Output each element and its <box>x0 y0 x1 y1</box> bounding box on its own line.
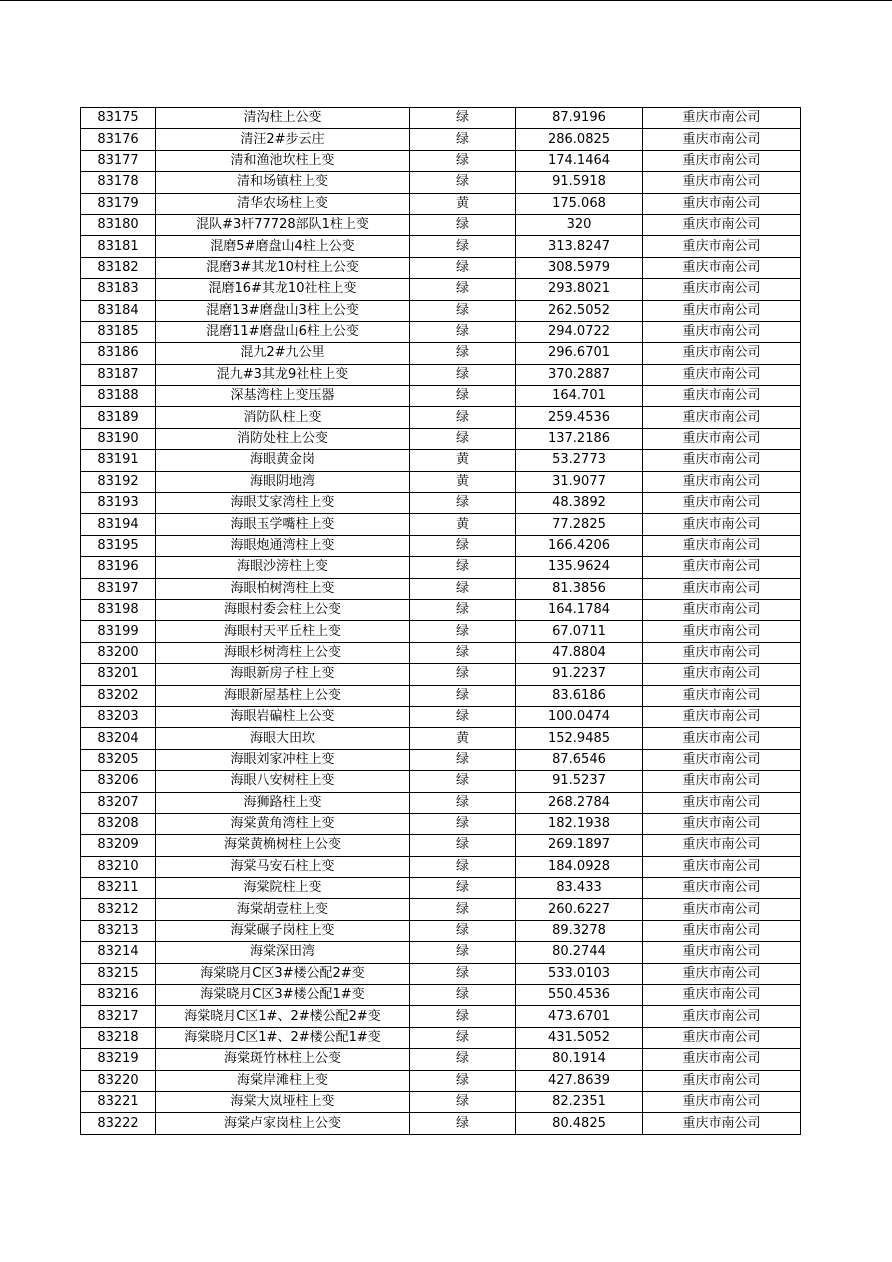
table-row <box>81 407 801 428</box>
transformer-name-cell: 海眼玉学嘴柱上变 <box>156 514 410 535</box>
value-cell: 164.701 <box>516 386 643 407</box>
company-cell: 重庆市南公司 <box>643 407 801 428</box>
status-level-cell: 绿 <box>410 985 516 1006</box>
status-level-cell: 绿 <box>410 150 516 171</box>
row-id-cell: 83219 <box>81 1049 156 1070</box>
row-id-cell: 83188 <box>81 386 156 407</box>
status-level-cell: 绿 <box>410 749 516 770</box>
value-cell: 259.4536 <box>516 407 643 428</box>
company-cell: 重庆市南公司 <box>643 343 801 364</box>
table-row <box>81 706 801 727</box>
transformer-name-cell: 海眼岩碥柱上公变 <box>156 706 410 727</box>
company-cell: 重庆市南公司 <box>643 1113 801 1134</box>
table-row <box>81 193 801 214</box>
value-cell: 80.1914 <box>516 1049 643 1070</box>
row-id-cell: 83187 <box>81 364 156 385</box>
row-id-cell: 83194 <box>81 514 156 535</box>
table-row <box>81 450 801 471</box>
row-id-cell: 83217 <box>81 1006 156 1027</box>
company-cell: 重庆市南公司 <box>643 214 801 235</box>
status-level-cell: 黄 <box>410 728 516 749</box>
transformer-name-cell: 混九#3其龙9社柱上变 <box>156 364 410 385</box>
value-cell: 83.6186 <box>516 685 643 706</box>
value-cell: 100.0474 <box>516 706 643 727</box>
row-id-cell: 83221 <box>81 1091 156 1112</box>
value-cell: 182.1938 <box>516 813 643 834</box>
transformer-name-cell: 海眼大田坎 <box>156 728 410 749</box>
company-cell: 重庆市南公司 <box>643 428 801 449</box>
status-level-cell: 绿 <box>410 1049 516 1070</box>
transformer-name-cell: 混磨11#磨盘山6柱上公变 <box>156 321 410 342</box>
company-cell: 重庆市南公司 <box>643 557 801 578</box>
table-row <box>81 150 801 171</box>
row-id-cell: 83198 <box>81 599 156 620</box>
value-cell: 313.8247 <box>516 236 643 257</box>
table-body <box>81 108 801 1135</box>
transformer-name-cell: 深基湾柱上变压器 <box>156 386 410 407</box>
status-level-cell: 绿 <box>410 493 516 514</box>
table-row <box>81 108 801 129</box>
table-row <box>81 514 801 535</box>
status-level-cell: 绿 <box>410 1070 516 1091</box>
row-id-cell: 83181 <box>81 236 156 257</box>
transformer-name-cell: 清和渔池坎柱上变 <box>156 150 410 171</box>
transformer-name-cell: 混九2#九公里 <box>156 343 410 364</box>
row-id-cell: 83211 <box>81 878 156 899</box>
row-id-cell: 83215 <box>81 963 156 984</box>
table-row <box>81 386 801 407</box>
status-level-cell: 绿 <box>410 835 516 856</box>
status-level-cell: 绿 <box>410 428 516 449</box>
row-id-cell: 83190 <box>81 428 156 449</box>
table-row <box>81 1091 801 1112</box>
status-level-cell: 绿 <box>410 364 516 385</box>
row-id-cell: 83176 <box>81 129 156 150</box>
status-level-cell: 绿 <box>410 920 516 941</box>
company-cell: 重庆市南公司 <box>643 599 801 620</box>
company-cell: 重庆市南公司 <box>643 257 801 278</box>
transformer-name-cell: 混队#3杆77728部队1柱上变 <box>156 214 410 235</box>
transformer-name-cell: 海棠晓月C区3#楼公配1#变 <box>156 985 410 1006</box>
company-cell: 重庆市南公司 <box>643 1091 801 1112</box>
company-cell: 重庆市南公司 <box>643 835 801 856</box>
table-row <box>81 300 801 321</box>
value-cell: 294.0722 <box>516 321 643 342</box>
value-cell: 48.3892 <box>516 493 643 514</box>
status-level-cell: 绿 <box>410 172 516 193</box>
status-level-cell: 绿 <box>410 1006 516 1027</box>
value-cell: 83.433 <box>516 878 643 899</box>
transformer-name-cell: 清汪2#步云庄 <box>156 129 410 150</box>
table-row <box>81 1027 801 1048</box>
table-row <box>81 557 801 578</box>
transformer-name-cell: 海棠黄桷树柱上公变 <box>156 835 410 856</box>
value-cell: 91.5237 <box>516 771 643 792</box>
transformer-name-cell: 海眼八安树柱上变 <box>156 771 410 792</box>
company-cell: 重庆市南公司 <box>643 129 801 150</box>
status-level-cell: 绿 <box>410 557 516 578</box>
value-cell: 87.9196 <box>516 108 643 129</box>
row-id-cell: 83195 <box>81 535 156 556</box>
company-cell: 重庆市南公司 <box>643 856 801 877</box>
transformer-name-cell: 海棠碾子岗柱上变 <box>156 920 410 941</box>
status-level-cell: 绿 <box>410 664 516 685</box>
company-cell: 重庆市南公司 <box>643 878 801 899</box>
value-cell: 135.9624 <box>516 557 643 578</box>
transformer-name-cell: 海眼村天平丘柱上变 <box>156 621 410 642</box>
status-level-cell: 绿 <box>410 279 516 300</box>
company-cell: 重庆市南公司 <box>643 942 801 963</box>
status-level-cell: 绿 <box>410 1091 516 1112</box>
table-row <box>81 621 801 642</box>
transformer-name-cell: 清华农场柱上变 <box>156 193 410 214</box>
row-id-cell: 83209 <box>81 835 156 856</box>
company-cell: 重庆市南公司 <box>643 300 801 321</box>
row-id-cell: 83203 <box>81 706 156 727</box>
company-cell: 重庆市南公司 <box>643 642 801 663</box>
value-cell: 269.1897 <box>516 835 643 856</box>
status-level-cell: 绿 <box>410 792 516 813</box>
company-cell: 重庆市南公司 <box>643 514 801 535</box>
row-id-cell: 83191 <box>81 450 156 471</box>
transformer-name-cell: 海棠晓月C区3#楼公配2#变 <box>156 963 410 984</box>
company-cell: 重庆市南公司 <box>643 150 801 171</box>
value-cell: 91.5918 <box>516 172 643 193</box>
transformer-name-cell: 混磨3#其龙10村柱上公变 <box>156 257 410 278</box>
table-row <box>81 172 801 193</box>
transformer-name-cell: 海眼新屋基柱上公变 <box>156 685 410 706</box>
status-level-cell: 绿 <box>410 300 516 321</box>
row-id-cell: 83183 <box>81 279 156 300</box>
transformer-name-cell: 海棠斑竹林柱上公变 <box>156 1049 410 1070</box>
company-cell: 重庆市南公司 <box>643 621 801 642</box>
company-cell: 重庆市南公司 <box>643 236 801 257</box>
row-id-cell: 83222 <box>81 1113 156 1134</box>
table-row <box>81 985 801 1006</box>
table-row <box>81 364 801 385</box>
transformer-name-cell: 海眼艾家湾柱上变 <box>156 493 410 514</box>
status-level-cell: 绿 <box>410 1113 516 1134</box>
table-row <box>81 878 801 899</box>
value-cell: 184.0928 <box>516 856 643 877</box>
transformer-name-cell: 消防队柱上变 <box>156 407 410 428</box>
row-id-cell: 83189 <box>81 407 156 428</box>
transformer-name-cell: 混磨16#其龙10社柱上变 <box>156 279 410 300</box>
value-cell: 164.1784 <box>516 599 643 620</box>
row-id-cell: 83175 <box>81 108 156 129</box>
row-id-cell: 83213 <box>81 920 156 941</box>
value-cell: 268.2784 <box>516 792 643 813</box>
row-id-cell: 83179 <box>81 193 156 214</box>
row-id-cell: 83184 <box>81 300 156 321</box>
company-cell: 重庆市南公司 <box>643 728 801 749</box>
company-cell: 重庆市南公司 <box>643 450 801 471</box>
value-cell: 137.2186 <box>516 428 643 449</box>
row-id-cell: 83208 <box>81 813 156 834</box>
table-row <box>81 279 801 300</box>
row-id-cell: 83204 <box>81 728 156 749</box>
value-cell: 370.2887 <box>516 364 643 385</box>
status-level-cell: 绿 <box>410 407 516 428</box>
value-cell: 473.6701 <box>516 1006 643 1027</box>
company-cell: 重庆市南公司 <box>643 1049 801 1070</box>
table-row <box>81 1006 801 1027</box>
value-cell: 87.6546 <box>516 749 643 770</box>
company-cell: 重庆市南公司 <box>643 813 801 834</box>
value-cell: 308.5979 <box>516 257 643 278</box>
value-cell: 431.5052 <box>516 1027 643 1048</box>
table-row <box>81 493 801 514</box>
value-cell: 427.8639 <box>516 1070 643 1091</box>
row-id-cell: 83201 <box>81 664 156 685</box>
company-cell: 重庆市南公司 <box>643 685 801 706</box>
company-cell: 重庆市南公司 <box>643 172 801 193</box>
table-row <box>81 792 801 813</box>
table-row <box>81 1070 801 1091</box>
row-id-cell: 83210 <box>81 856 156 877</box>
transformer-name-cell: 海棠大岚垭柱上变 <box>156 1091 410 1112</box>
company-cell: 重庆市南公司 <box>643 321 801 342</box>
row-id-cell: 83197 <box>81 578 156 599</box>
row-id-cell: 83200 <box>81 642 156 663</box>
table-row <box>81 963 801 984</box>
status-level-cell: 绿 <box>410 1027 516 1048</box>
status-level-cell: 黄 <box>410 450 516 471</box>
table-row <box>81 728 801 749</box>
company-cell: 重庆市南公司 <box>643 364 801 385</box>
table-row <box>81 771 801 792</box>
company-cell: 重庆市南公司 <box>643 664 801 685</box>
value-cell: 80.4825 <box>516 1113 643 1134</box>
value-cell: 260.6227 <box>516 899 643 920</box>
value-cell: 550.4536 <box>516 985 643 1006</box>
status-level-cell: 绿 <box>410 963 516 984</box>
transformer-name-cell: 海眼黄金岗 <box>156 450 410 471</box>
transformer-name-cell: 海眼新房子柱上变 <box>156 664 410 685</box>
row-id-cell: 83178 <box>81 172 156 193</box>
company-cell: 重庆市南公司 <box>643 792 801 813</box>
transformer-name-cell: 海棠卢家岗柱上公变 <box>156 1113 410 1134</box>
company-cell: 重庆市南公司 <box>643 985 801 1006</box>
value-cell: 91.2237 <box>516 664 643 685</box>
row-id-cell: 83216 <box>81 985 156 1006</box>
status-level-cell: 绿 <box>410 942 516 963</box>
table-row <box>81 1049 801 1070</box>
status-level-cell: 黄 <box>410 471 516 492</box>
status-level-cell: 绿 <box>410 108 516 129</box>
company-cell: 重庆市南公司 <box>643 493 801 514</box>
page-top-rule <box>0 0 892 1</box>
row-id-cell: 83192 <box>81 471 156 492</box>
company-cell: 重庆市南公司 <box>643 706 801 727</box>
value-cell: 31.9077 <box>516 471 643 492</box>
company-cell: 重庆市南公司 <box>643 899 801 920</box>
company-cell: 重庆市南公司 <box>643 749 801 770</box>
row-id-cell: 83207 <box>81 792 156 813</box>
table-row <box>81 428 801 449</box>
status-level-cell: 绿 <box>410 386 516 407</box>
status-level-cell: 绿 <box>410 343 516 364</box>
transformer-name-cell: 海棠晓月C区1#、2#楼公配1#变 <box>156 1027 410 1048</box>
transformer-name-cell: 海狮路柱上变 <box>156 792 410 813</box>
status-level-cell: 绿 <box>410 599 516 620</box>
table-row <box>81 664 801 685</box>
transformer-name-cell: 海棠胡壹柱上变 <box>156 899 410 920</box>
table-row <box>81 642 801 663</box>
status-level-cell: 绿 <box>410 129 516 150</box>
status-level-cell: 黄 <box>410 193 516 214</box>
transformer-name-cell: 消防处柱上公变 <box>156 428 410 449</box>
transformer-table <box>80 107 801 1135</box>
status-level-cell: 绿 <box>410 813 516 834</box>
row-id-cell: 83186 <box>81 343 156 364</box>
value-cell: 82.2351 <box>516 1091 643 1112</box>
table-row <box>81 471 801 492</box>
company-cell: 重庆市南公司 <box>643 1070 801 1091</box>
transformer-name-cell: 海眼沙滂柱上变 <box>156 557 410 578</box>
value-cell: 53.2773 <box>516 450 643 471</box>
row-id-cell: 83180 <box>81 214 156 235</box>
row-id-cell: 83177 <box>81 150 156 171</box>
status-level-cell: 绿 <box>410 878 516 899</box>
transformer-name-cell: 海眼村委会柱上公变 <box>156 599 410 620</box>
table-row <box>81 321 801 342</box>
status-level-cell: 绿 <box>410 214 516 235</box>
status-level-cell: 绿 <box>410 642 516 663</box>
table-row <box>81 343 801 364</box>
status-level-cell: 绿 <box>410 685 516 706</box>
table-row <box>81 920 801 941</box>
transformer-name-cell: 混磨13#磨盘山3柱上公变 <box>156 300 410 321</box>
transformer-name-cell: 混磨5#磨盘山4柱上公变 <box>156 236 410 257</box>
status-level-cell: 绿 <box>410 321 516 342</box>
table-row <box>81 835 801 856</box>
company-cell: 重庆市南公司 <box>643 386 801 407</box>
value-cell: 67.0711 <box>516 621 643 642</box>
value-cell: 286.0825 <box>516 129 643 150</box>
table-row <box>81 129 801 150</box>
table-row <box>81 685 801 706</box>
transformer-name-cell: 海眼阴地湾 <box>156 471 410 492</box>
table-row <box>81 899 801 920</box>
transformer-name-cell: 清和场镇柱上变 <box>156 172 410 193</box>
row-id-cell: 83196 <box>81 557 156 578</box>
value-cell: 262.5052 <box>516 300 643 321</box>
value-cell: 80.2744 <box>516 942 643 963</box>
company-cell: 重庆市南公司 <box>643 279 801 300</box>
company-cell: 重庆市南公司 <box>643 771 801 792</box>
transformer-name-cell: 海棠马安石柱上变 <box>156 856 410 877</box>
row-id-cell: 83185 <box>81 321 156 342</box>
company-cell: 重庆市南公司 <box>643 578 801 599</box>
table-row <box>81 813 801 834</box>
row-id-cell: 83212 <box>81 899 156 920</box>
company-cell: 重庆市南公司 <box>643 963 801 984</box>
transformer-name-cell: 海棠院柱上变 <box>156 878 410 899</box>
table-row <box>81 1113 801 1134</box>
value-cell: 533.0103 <box>516 963 643 984</box>
table-row <box>81 535 801 556</box>
company-cell: 重庆市南公司 <box>643 108 801 129</box>
row-id-cell: 83206 <box>81 771 156 792</box>
row-id-cell: 83193 <box>81 493 156 514</box>
table-row <box>81 942 801 963</box>
row-id-cell: 83199 <box>81 621 156 642</box>
table-row <box>81 856 801 877</box>
row-id-cell: 83218 <box>81 1027 156 1048</box>
transformer-name-cell: 海眼炮通湾柱上变 <box>156 535 410 556</box>
table-row <box>81 236 801 257</box>
status-level-cell: 绿 <box>410 257 516 278</box>
company-cell: 重庆市南公司 <box>643 1027 801 1048</box>
company-cell: 重庆市南公司 <box>643 1006 801 1027</box>
table-row <box>81 214 801 235</box>
value-cell: 175.068 <box>516 193 643 214</box>
value-cell: 293.8021 <box>516 279 643 300</box>
company-cell: 重庆市南公司 <box>643 193 801 214</box>
status-level-cell: 绿 <box>410 578 516 599</box>
row-id-cell: 83182 <box>81 257 156 278</box>
table-row <box>81 599 801 620</box>
transformer-name-cell: 海棠黄角湾柱上变 <box>156 813 410 834</box>
row-id-cell: 83214 <box>81 942 156 963</box>
status-level-cell: 绿 <box>410 621 516 642</box>
status-level-cell: 绿 <box>410 856 516 877</box>
transformer-name-cell: 海眼刘家冲柱上变 <box>156 749 410 770</box>
transformer-name-cell: 海棠岸滩柱上变 <box>156 1070 410 1091</box>
transformer-name-cell: 清沟柱上公变 <box>156 108 410 129</box>
table-row <box>81 578 801 599</box>
table-row <box>81 749 801 770</box>
status-level-cell: 绿 <box>410 899 516 920</box>
status-level-cell: 绿 <box>410 771 516 792</box>
row-id-cell: 83220 <box>81 1070 156 1091</box>
status-level-cell: 绿 <box>410 706 516 727</box>
value-cell: 174.1464 <box>516 150 643 171</box>
value-cell: 166.4206 <box>516 535 643 556</box>
transformer-name-cell: 海眼杉树湾柱上公变 <box>156 642 410 663</box>
transformer-name-cell: 海棠晓月C区1#、2#楼公配2#变 <box>156 1006 410 1027</box>
status-level-cell: 黄 <box>410 514 516 535</box>
company-cell: 重庆市南公司 <box>643 920 801 941</box>
transformer-name-cell: 海棠深田湾 <box>156 942 410 963</box>
company-cell: 重庆市南公司 <box>643 535 801 556</box>
value-cell: 296.6701 <box>516 343 643 364</box>
company-cell: 重庆市南公司 <box>643 471 801 492</box>
value-cell: 47.8804 <box>516 642 643 663</box>
value-cell: 89.3278 <box>516 920 643 941</box>
row-id-cell: 83205 <box>81 749 156 770</box>
status-level-cell: 绿 <box>410 236 516 257</box>
table-row <box>81 257 801 278</box>
row-id-cell: 83202 <box>81 685 156 706</box>
value-cell: 152.9485 <box>516 728 643 749</box>
status-level-cell: 绿 <box>410 535 516 556</box>
transformer-name-cell: 海眼柏树湾柱上变 <box>156 578 410 599</box>
value-cell: 81.3856 <box>516 578 643 599</box>
value-cell: 320 <box>516 214 643 235</box>
value-cell: 77.2825 <box>516 514 643 535</box>
